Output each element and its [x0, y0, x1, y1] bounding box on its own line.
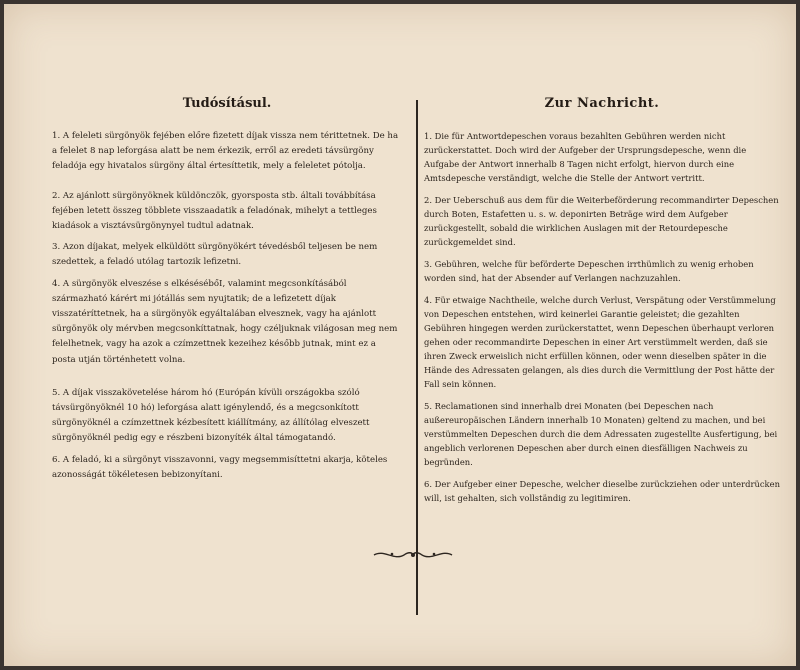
hungarian-item-4: 4. A sürgönyök elveszése s elkésésébőI, valamint megcsonkításából származható kárért mi jótállás sem nyujtatik; de a lefizetett díjak visszatéríttetnek, ha a sürgönyök egyáltalában elvesznek, vagy ha ajánlott sürgönyök oly mérvben megcsonkíttatnak, hogy czéljuknak világosan meg nem felelhetnek, vagy ha azok a czímzettnek kezeihez később jutnak, mint ez a posta utján történhetett volna.: [52, 278, 398, 365]
german-heading: Zur Nachricht.: [544, 96, 660, 111]
column-divider: [416, 100, 418, 615]
german-item-6: 6. Der Aufgeber einer Depesche, welcher dieselbe zurückziehen oder unterdrücken will, ist gehalten, sich vollständig zu legitimiren.: [424, 479, 780, 503]
hungarian-item-1: 1. A feleleti sürgönyök fejében előre fizetett díjak vissza nem térittetnek. De ha a felelet 8 nap leforgása alatt be nem érkezik, erről az eredeti távsürgöny feladója egy hivatalos sürgöny által értesíttetik, mely a feleletet pótolja.: [52, 131, 399, 172]
german-item-4: 4. Für etwaige Nachtheile, welche durch Verlust, Verspätung oder Verstümmelung von Depeschen entstehen, wird keinerlei Garantie geleistet; die gezahlten Gebühren hingegen werden zurückerstattet, wenn Depeschen überhaupt verloren gehen oder recommandirte Depeschen in einer Art verstümmelt werden, daß sie ihren Zweck erweislich nicht erfüllen können, oder wenn dieselben später in die Hände des Adressaten gelangen, als dies durch die Vermittlung der Post hätte der Fall sein können.: [424, 295, 776, 389]
document-sheet: [4, 4, 796, 666]
ornament-flourish: [372, 548, 454, 562]
german-item-3: 3. Gebühren, welche für beförderte Depeschen irrthümlich zu wenig erhoben worden sind, hat der Absender auf Verlangen nachzuzahlen.: [424, 259, 754, 283]
hungarian-item-3: 3. Azon díjakat, melyek elküldött sürgönyökért tévedésből teljesen be nem szedettek, a feladó utólag tartozik lefizetni.: [52, 242, 378, 268]
hungarian-item-2: 2. Az ajánlott sürgönyöknek küldönczök, gyorsposta stb. általi továbbítása fejében letett összeg többlete visszaadatik a feladónak, mihelyt a tettleges kiadások a visztávsürgönynyel tudtul adatnak.: [52, 190, 377, 232]
hungarian-item-6: 6. A feladó, ki a sürgönyt visszavonni, vagy megsemmisíttetni akarja, köteles azonosságát tökéletesen bebizonyítani.: [52, 454, 388, 480]
german-item-2: 2. Der Ueberschuß aus dem für die Weiterbeförderung recommandirter Depeschen durch Boten, Estafetten u. s. w. deponirten Beträge wird dem Aufgeber zurückgestellt, sobald die wirklichen Auslagen mit der Retourdepesche zurückgemeldet sind.: [424, 195, 779, 247]
hungarian-heading: Tudósításul.: [182, 96, 272, 111]
german-item-1: 1. Die für Antwortdepeschen voraus bezahlten Gebühren werden nicht zurückerstattet. Doch wird der Aufgeber der Ursprungsdepesche, wenn die Aufgabe der Antwort innerhalb 8 Tagen nicht erfolgt, hiervon durch eine Amtsdepesche verständigt, welche die Stelle der Antwort vertritt.: [424, 131, 747, 183]
german-column: [424, 96, 780, 505]
hungarian-column: [52, 96, 402, 483]
german-item-5: 5. Reclamationen sind innerhalb drei Monaten (bei Depeschen nach außereuropäischen Ländern innerhalb 10 Monaten) geltend zu machen, und bei verstümmelten Depeschen durch die dem Adressaten zugestellte Ausfertigung, bei angeblich verlorenen Depeschen aber durch einen diesfälligen Nachweis zu begründen.: [424, 401, 778, 467]
hungarian-item-5: 5. A díjak visszakövetelése három hó (Európán kívüli országokba szóló távsürgönyöknél 10 hó) leforgása alatt igénylendő, és a megcsonkított sürgönyöknél a czímzettnek kézbesített kiállítmány, az állítólag elveszett sürgönyöknél pedig egy e részbeni bizonyíték által támogatandó.: [52, 387, 370, 444]
